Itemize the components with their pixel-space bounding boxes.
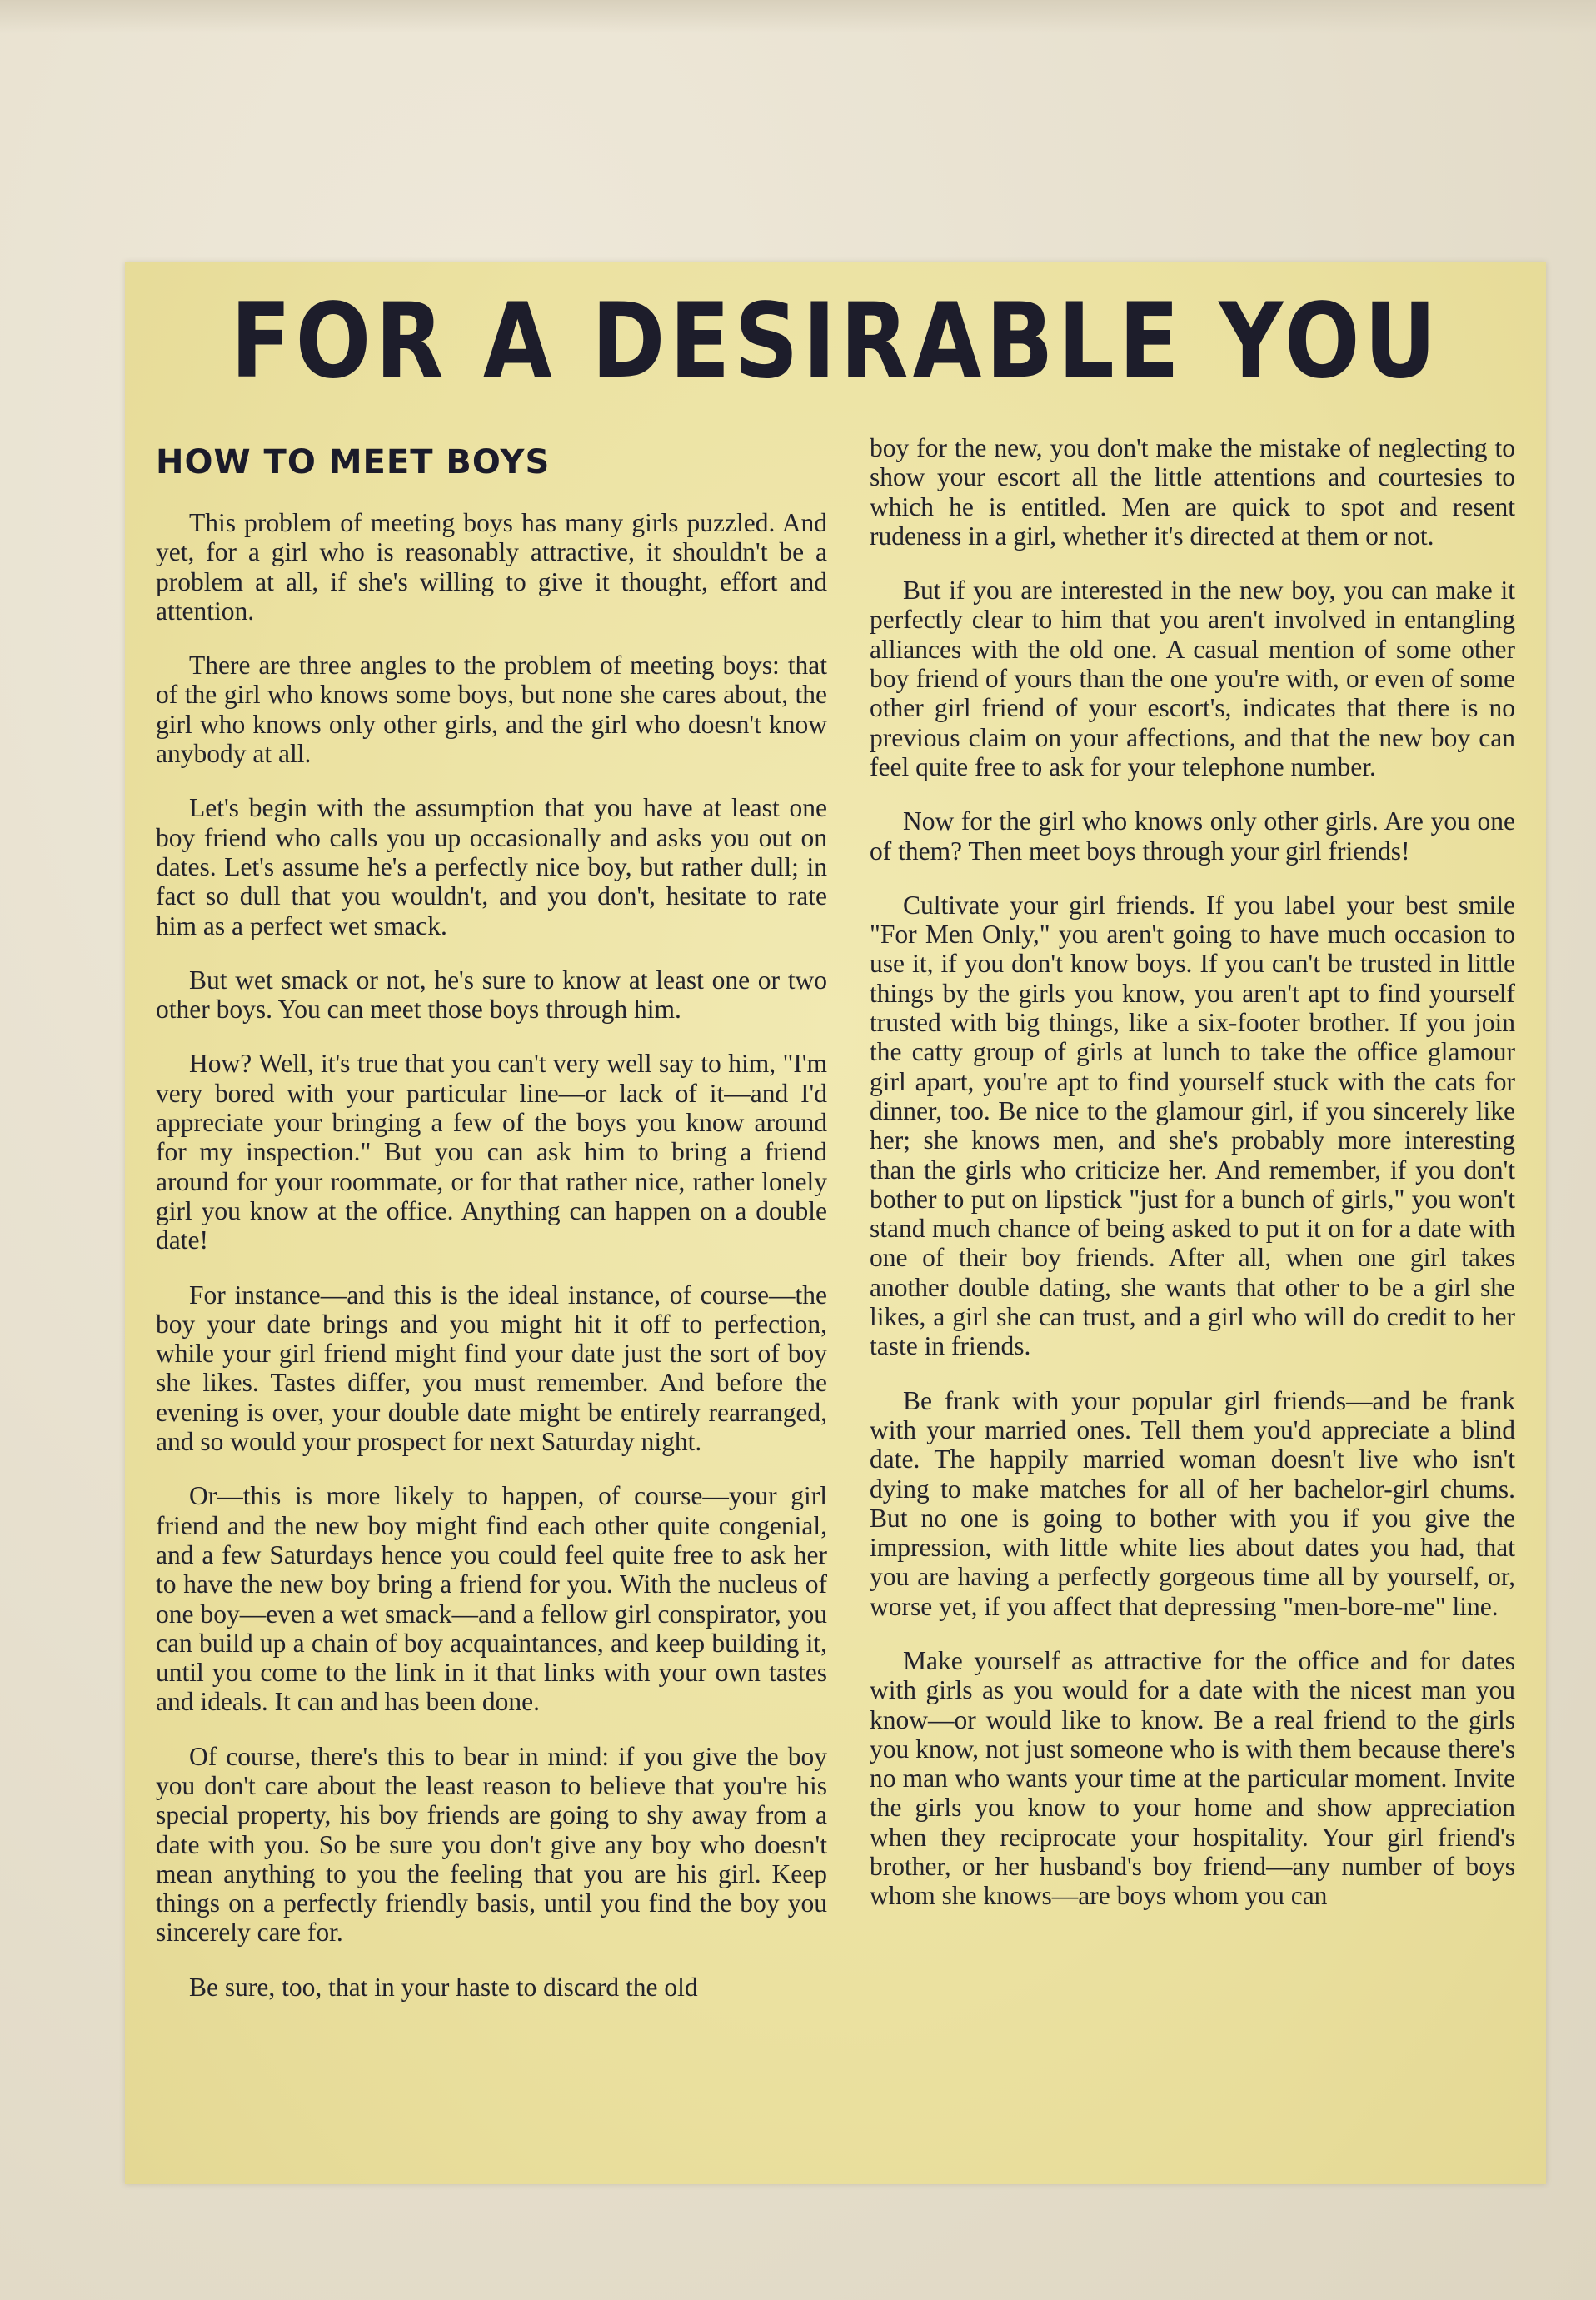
paragraph: Of course, there's this to bear in mind: if you give the boy you don't care about the least reason to believe that you're his special property, his boy friends are going to shy away from a date with you. So be sure you don't give any boy who doesn't mean anything to you the feeling that you are his girl. Keep things on a perfectly friendly basis, until you find the boy you sincerely care for. [156,1741,827,1948]
paragraph-continued: boy for the new, you don't make the mistake of neglecting to show your escort all the little attentions and courtesies to which he is entitled. Men are quick to spot and resent rudeness in a girl, whether it's directed at them or not. [870,433,1515,551]
article-panel [125,262,1546,2184]
paragraph: Or—this is more likely to happen, of course—your girl friend and the new boy might find each other quite congenial, and a few Saturdays hence you could feel quite free to ask her to have the new boy bring a friend for you. With the nucleus of one boy—even a wet smack—and a fellow girl conspirator, you can build up a chain of boy acquaintances, and keep building it, until you come to the link in it that links with your own tastes and ideals. It can and has been done. [156,1481,827,1717]
paragraph: For instance—and this is the ideal instance, of course—the boy your date brings and you might hit it off to perfection, while your girl friend might find your date just the sort of boy she likes. Tastes differ, you must remember. And before the evening is over, your double date might be entirely rearranged, and so would your prospect for next Saturday night. [156,1280,827,1457]
paragraph: But if you are interested in the new boy, you can make it perfectly clear to him that you aren't involved in entangling alliances with the old one. A casual mention of some other boy friend of yours than the one you're with, or even of some other girl friend of your escort's, indicates that there is no previous claim on your affections, and that the new boy can feel quite free to ask for your telephone number. [870,576,1515,781]
right-column [870,433,1515,1911]
paragraph: This problem of meeting boys has many girls puzzled. And yet, for a girl who is reasonably attractive, it shouldn't be a problem at all, if she's willing to give it thought, effort and attention. [156,508,827,626]
paragraph: Let's begin with the assumption that you have at least one boy friend who calls you up occasionally and asks you out on dates. Let's assume he's a perfectly nice boy, but rather dull; in fact so dull that you wouldn't, and you don't, hesitate to rate him as a perfect wet smack. [156,793,827,940]
paragraph: Be frank with your popular girl friends—and be frank with your married ones. Tell them you'd appreciate a blind date. The happily married woman doesn't live who isn't dying to make matches for all of her bachelor-girl chums. But no one is going to bother with you if you give the impression, with little white lies about dates you had, that you are having a perfectly gorgeous time all by yourself, or, worse yet, if you affect that depressing "men-bore-me" line. [870,1385,1515,1621]
article-title: FOR A DESIRABLE YOU [230,282,1441,402]
paragraph: Make yourself as attractive for the office and for dates with girls as you would for a date with the nicest man you know—or would like to know. Be a real friend to the girls you know, not just someone who is with them because there's no man who wants your time at the particular moment. Invite the girls you know to your home and show appreciation when they reciprocate your hospitality. Your girl friend's brother, or her husband's boy friend—any number of boys whom she knows—are boys whom you can [870,1645,1515,1911]
left-column [156,433,827,2002]
page-top-edge [0,0,1596,33]
paragraph: Now for the girl who knows only other girls. Are you one of them? Then meet boys through your girl friends! [870,806,1515,866]
paragraph: Be sure, too, that in your haste to discard the old [189,1972,698,2002]
paragraph: There are three angles to the problem of meeting boys: that of the girl who knows some boys, but none she cares about, the girl who knows only other girls, and the girl who doesn't know anybody at all. [156,651,827,769]
paragraph: How? Well, it's true that you can't very well say to him, "I'm very bored with your particular line—or lack of it—and I'd appreciate your bringing a few of the boys you know around for my inspection." But you can ask him to bring a friend around for your roommate, or for that rather nice, rather lonely girl you know at the office. Anything can happen on a double date! [156,1049,827,1255]
paragraph: But wet smack or not, he's sure to know at least one or two other boys. You can meet those boys through him. [156,965,827,1025]
paragraph: Cultivate your girl friends. If you label your best smile "For Men Only," you aren't going to have much occasion to use it, if you don't know boys. If you can't be trusted in little things by the girls you know, you aren't apt to find yourself trusted with big things, like a six-footer brother. If you join the catty group of girls at lunch to take the office glamour girl apart, you're apt to find yourself stuck with the cats for dinner, too. Be nice to the glamour girl, if you sincerely like her; she knows men, and she's probably more interesting than the girls who criticize her. And remember, if you don't bother to put on lipstick "just for a bunch of girls," you won't stand much chance of being asked to put it on for a date with one of their boy friends. After all, when one girl takes another double dating, she wants that other to be a girl she likes, a girl she can trust, and a girl who will do credit to her taste in friends. [870,890,1515,1361]
section-heading: HOW TO MEET BOYS [156,443,551,481]
